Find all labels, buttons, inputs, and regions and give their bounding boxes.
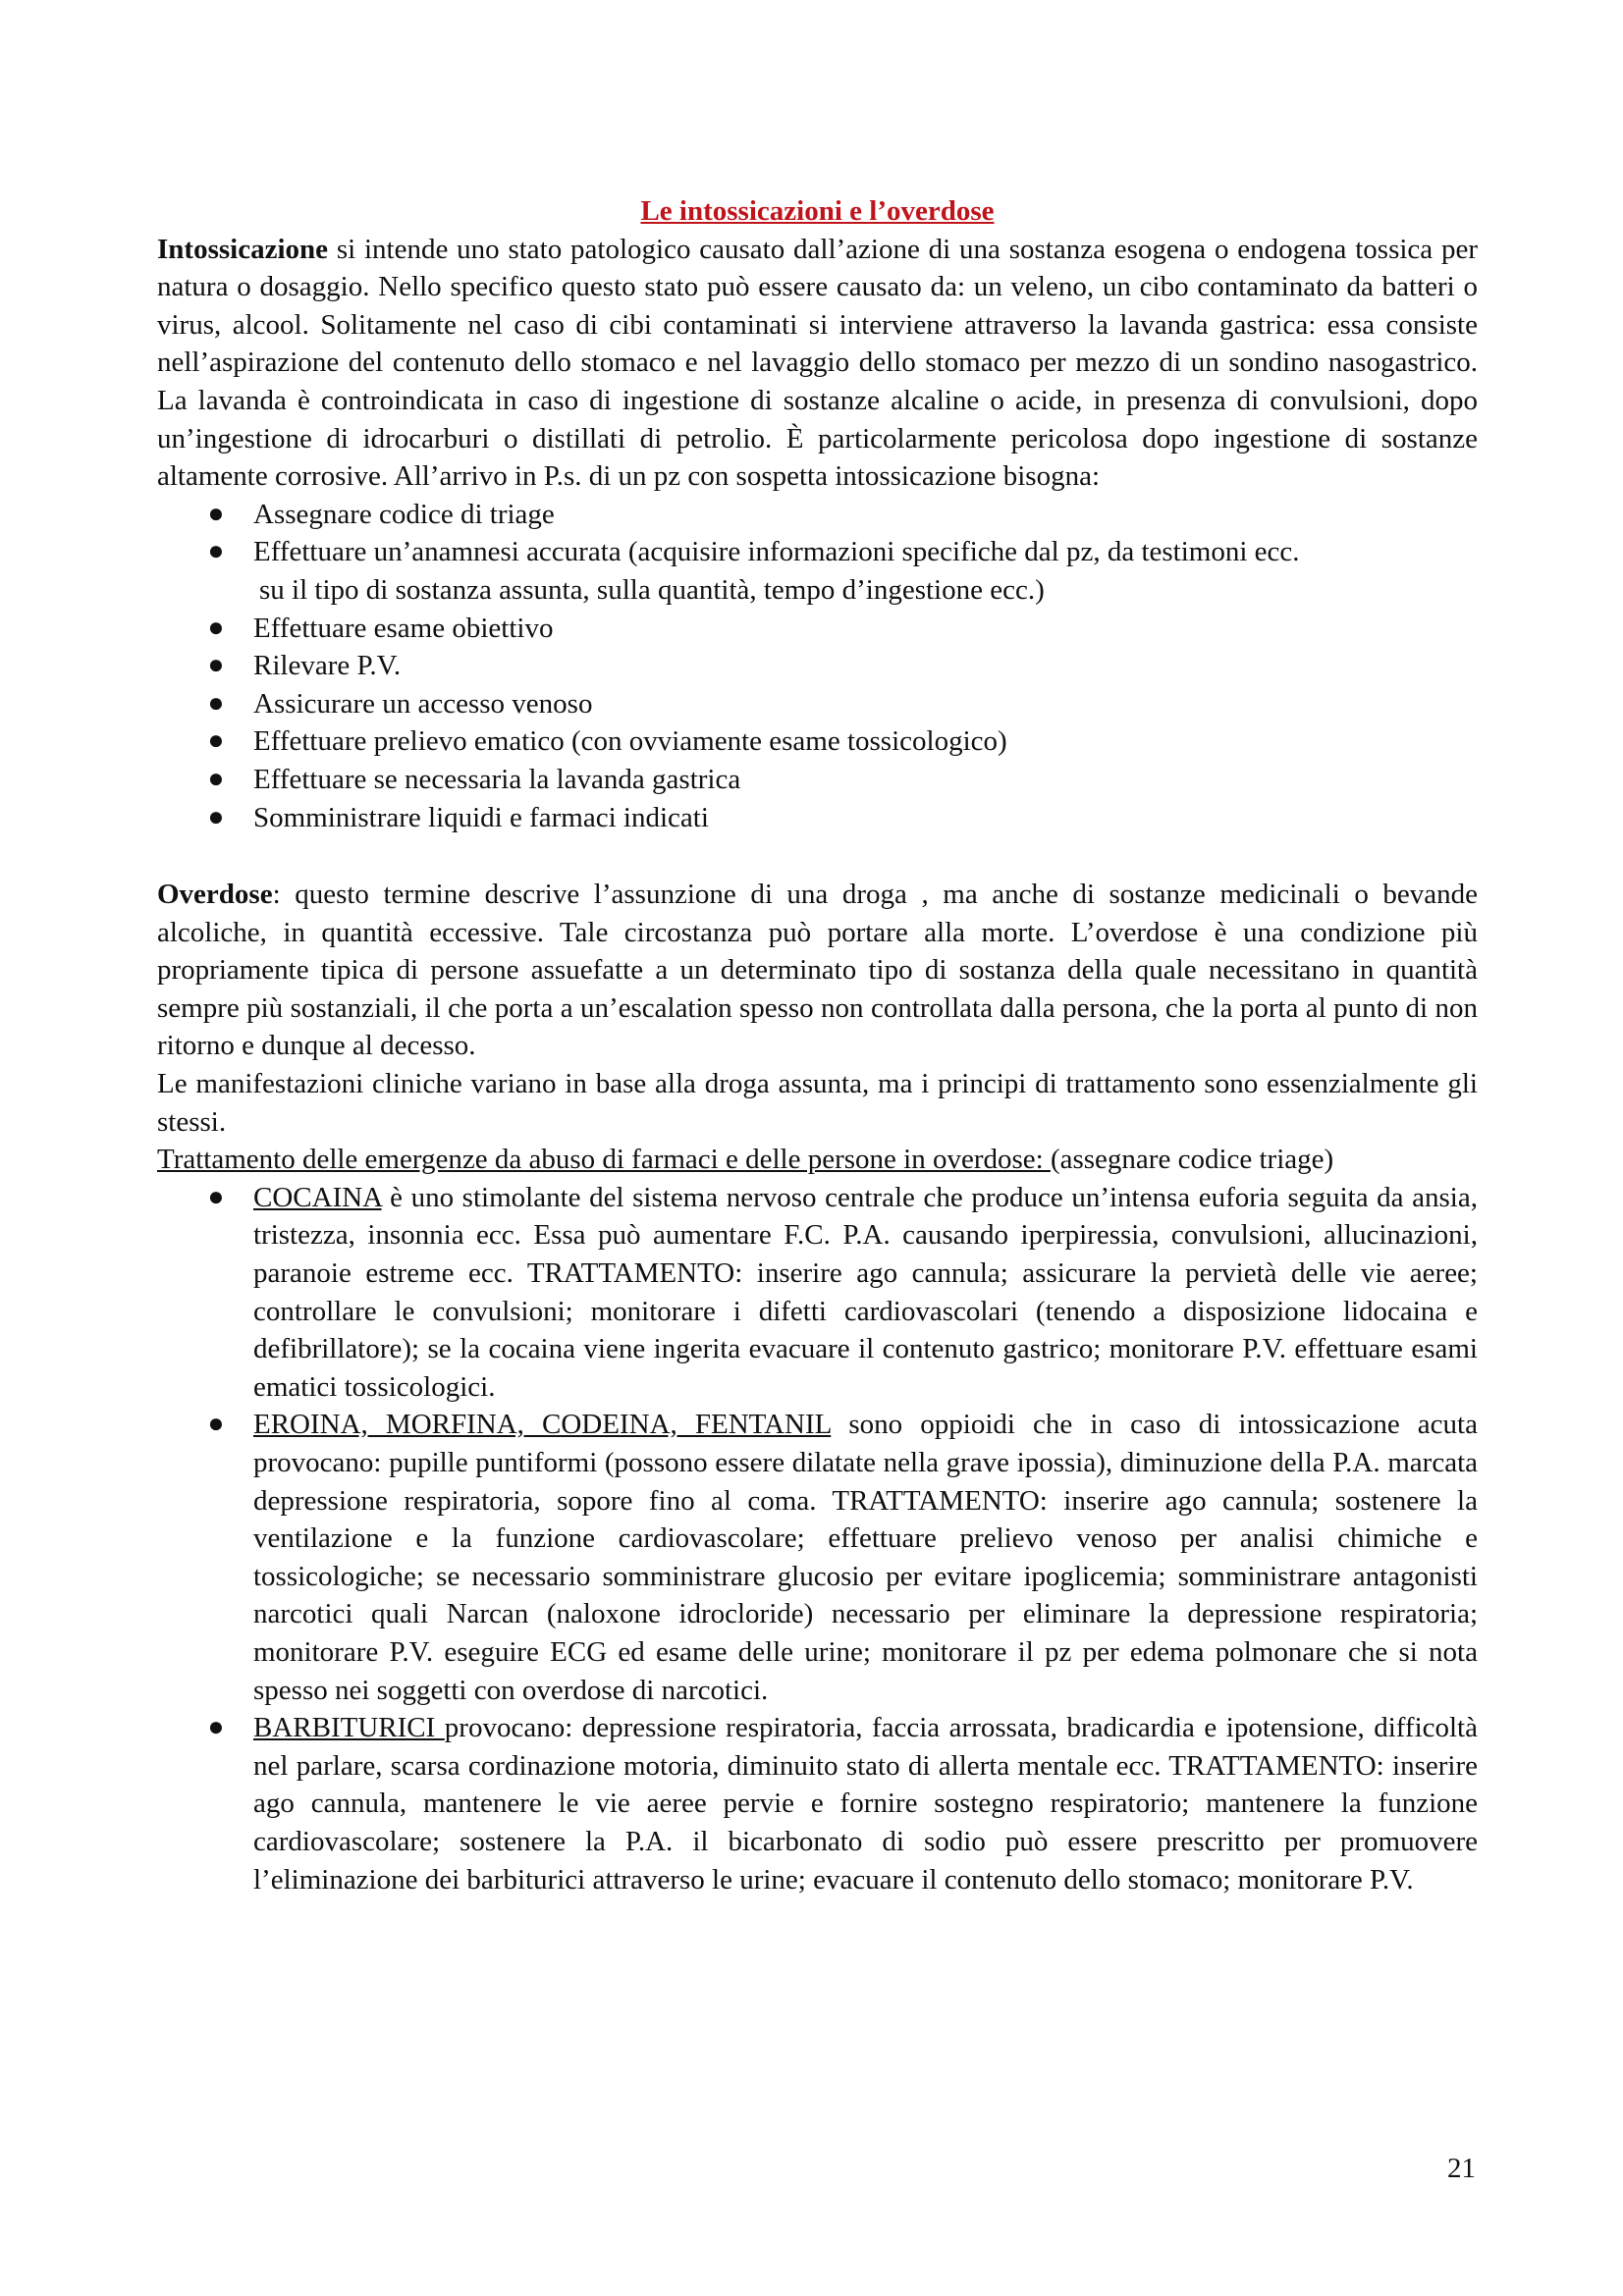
treatment-heading-paragraph: [157, 1141, 1478, 1179]
list-item: [206, 722, 1478, 761]
list-item: [206, 761, 1478, 799]
list-item: [206, 647, 1478, 685]
substance-text: è uno stimolante del sistema nervoso centrale che produce un’intensa euforia seguita da ansia, tristezza, insonnia ecc. Essa può aumentare F.C. P.A. causando iperpiressia, convulsioni, allucinazioni, paranoie estreme ecc. TRATTAMENTO: inserire ago cannula; assicurare la pervietà delle vie aeree; controllare le convulsioni; monitorare i difetti cardiovascolari (tenendo a disposizione lidocaina e defibrillatore); se la cocaina viene ingerita evacuare il contenuto gastrico; monitorare P.V. effettuare esami ematici tossicologici.: [253, 1181, 1478, 1403]
substance-name: BARBITURICI: [253, 1712, 445, 1744]
step-text: Rilevare P.V.: [253, 650, 402, 682]
bullet-icon: ●: [207, 612, 225, 643]
document-page: [157, 192, 1478, 1898]
substance-text: provocano: depressione respiratoria, faccia arrossata, bradicardia e ipotensione, difficoltà nel parlare, scarsa cordinazione motoria, diminuito stato di allerta mentale ecc. TRATTAMENTO: inserire ago cannula, mantenere le vie aeree pervie e fornire sostegno respiratorio; mantenere la funzione cardiovascolare; sostenere la P.A. il bicarbonato di sodio può essere prescritto per promuovere l’eliminazione dei barbiturici attraverso le urine; evacuare il contenuto dello stomaco; monitorare P.V.: [253, 1712, 1478, 1896]
step-text: Effettuare prelievo ematico (con ovviamente esame tossicologico): [253, 725, 1007, 758]
step-text: Effettuare se necessaria la lavanda gastrica: [253, 763, 741, 795]
bullet-icon: ●: [207, 687, 225, 719]
page-number: 21: [1447, 2153, 1476, 2184]
steps-list: [206, 496, 1478, 836]
list-item: [206, 1709, 1478, 1898]
bullet-icon: ●: [207, 1181, 225, 1212]
step-text: Assicurare un accesso venoso: [253, 687, 593, 720]
list-item: [206, 685, 1478, 723]
list-item: [206, 799, 1478, 837]
overdose-text: : questo termine descrive l’assunzione di una droga , ma anche di sostanze medicinali o bevande alcoliche, in quantità eccessive. Tale circostanza può portare alla morte. L’overdose è una condizione più propriamente tipica di persone assuefatte a un determinato tipo di sostanza della quale necessitano in quantità sempre più sostanziali, il che porta a un’escalation spesso non controllata dalla persona, che la porta al punto di non ritorno e dunque al decesso.: [157, 879, 1478, 1062]
intro-term: Intossicazione: [157, 233, 328, 265]
step-text-continuation: su il tipo di sostanza assunta, sulla quantità, tempo d’ingestione ecc.): [259, 573, 1045, 606]
treatment-note: (assegnare codice triage): [1050, 1144, 1334, 1176]
substance-name: COCAINA: [253, 1181, 382, 1213]
step-text: Somministrare liquidi e farmaci indicati: [253, 801, 709, 833]
section-spacer: [157, 836, 1478, 876]
list-item: [206, 496, 1478, 534]
bullet-icon: ●: [207, 1409, 225, 1440]
substance-text: sono oppioidi che in caso di intossicazione acuta provocano: pupille puntiformi (possono essere dilatate nella grave ipossia), diminuzione della P.A. marcata depressione respiratoria, sopore fino al coma. TRATTAMENTO: inserire ago cannula; sostenere la ventilazione e la funzione cardiovascolare; effettuare prelievo venoso per analisi chimiche e tossicologiche; se necessario somministrare glucosio per evitare ipoglicemia; somministrare antagonisti narcotici quali Narcan (naloxone idrocloride) necessario per eliminare la depressione respiratoria; monitorare P.V. eseguire ECG ed esame delle urine; monitorare il pz per edema polmonare che si nota spesso nei soggetti con overdose di narcotici.: [253, 1409, 1478, 1706]
bullet-icon: ●: [207, 650, 225, 681]
substance-name: EROINA, MORFINA, CODEINA, FENTANIL: [253, 1409, 832, 1441]
bullet-icon: ●: [207, 801, 225, 832]
bullet-icon: ●: [207, 498, 225, 529]
list-item: [206, 533, 1478, 609]
overdose-paragraph: [157, 876, 1478, 1065]
step-text: Effettuare un’anamnesi accurata (acquisire informazioni specifiche dal pz, da testimoni ecc.: [253, 536, 1300, 568]
bullet-icon: ●: [207, 763, 225, 794]
treatment-heading: Trattamento delle emergenze da abuso di farmaci e delle persone in overdose:: [157, 1144, 1051, 1176]
bullet-icon: ●: [207, 1712, 225, 1743]
bullet-icon: ●: [207, 725, 225, 757]
step-text: Assegnare codice di triage: [253, 498, 555, 530]
substances-list: [206, 1179, 1478, 1898]
step-text: Effettuare esame obiettivo: [253, 612, 554, 644]
list-item: [206, 1179, 1478, 1407]
list-item: [206, 1406, 1478, 1709]
overdose-term: Overdose: [157, 879, 273, 911]
page-title: Le intossicazioni e l’overdose: [640, 195, 995, 227]
list-item: [206, 610, 1478, 648]
manifestations-paragraph: Le manifestazioni cliniche variano in base alla droga assunta, ma i principi di trattamento sono essenzialmente gli stessi.: [157, 1068, 1478, 1138]
intro-paragraph: [157, 231, 1478, 496]
bullet-icon: ●: [207, 536, 225, 567]
intro-text: si intende uno stato patologico causato dall’azione di una sostanza esogena o endogena tossica per natura o dosaggio. Nello specifico questo stato può essere causato da: un veleno, un cibo contaminato da batteri o virus, alcool. Solitamente nel caso di cibi contaminati si interviene attraverso la lavanda gastrica: essa consiste nell’aspirazione del contenuto dello stomaco e nel lavaggio dello stomaco per mezzo di un sondino nasogastrico. La lavanda è controindicata in caso di ingestione di sostanze alcaline o acide, in presenza di convulsioni, dopo un’ingestione di idrocarburi o distillati di petrolio. È particolarmente pericolosa dopo ingestione di sostanze altamente corrosive. All’arrivo in P.s. di un pz con sospetta intossicazione bisogna:: [157, 233, 1478, 493]
